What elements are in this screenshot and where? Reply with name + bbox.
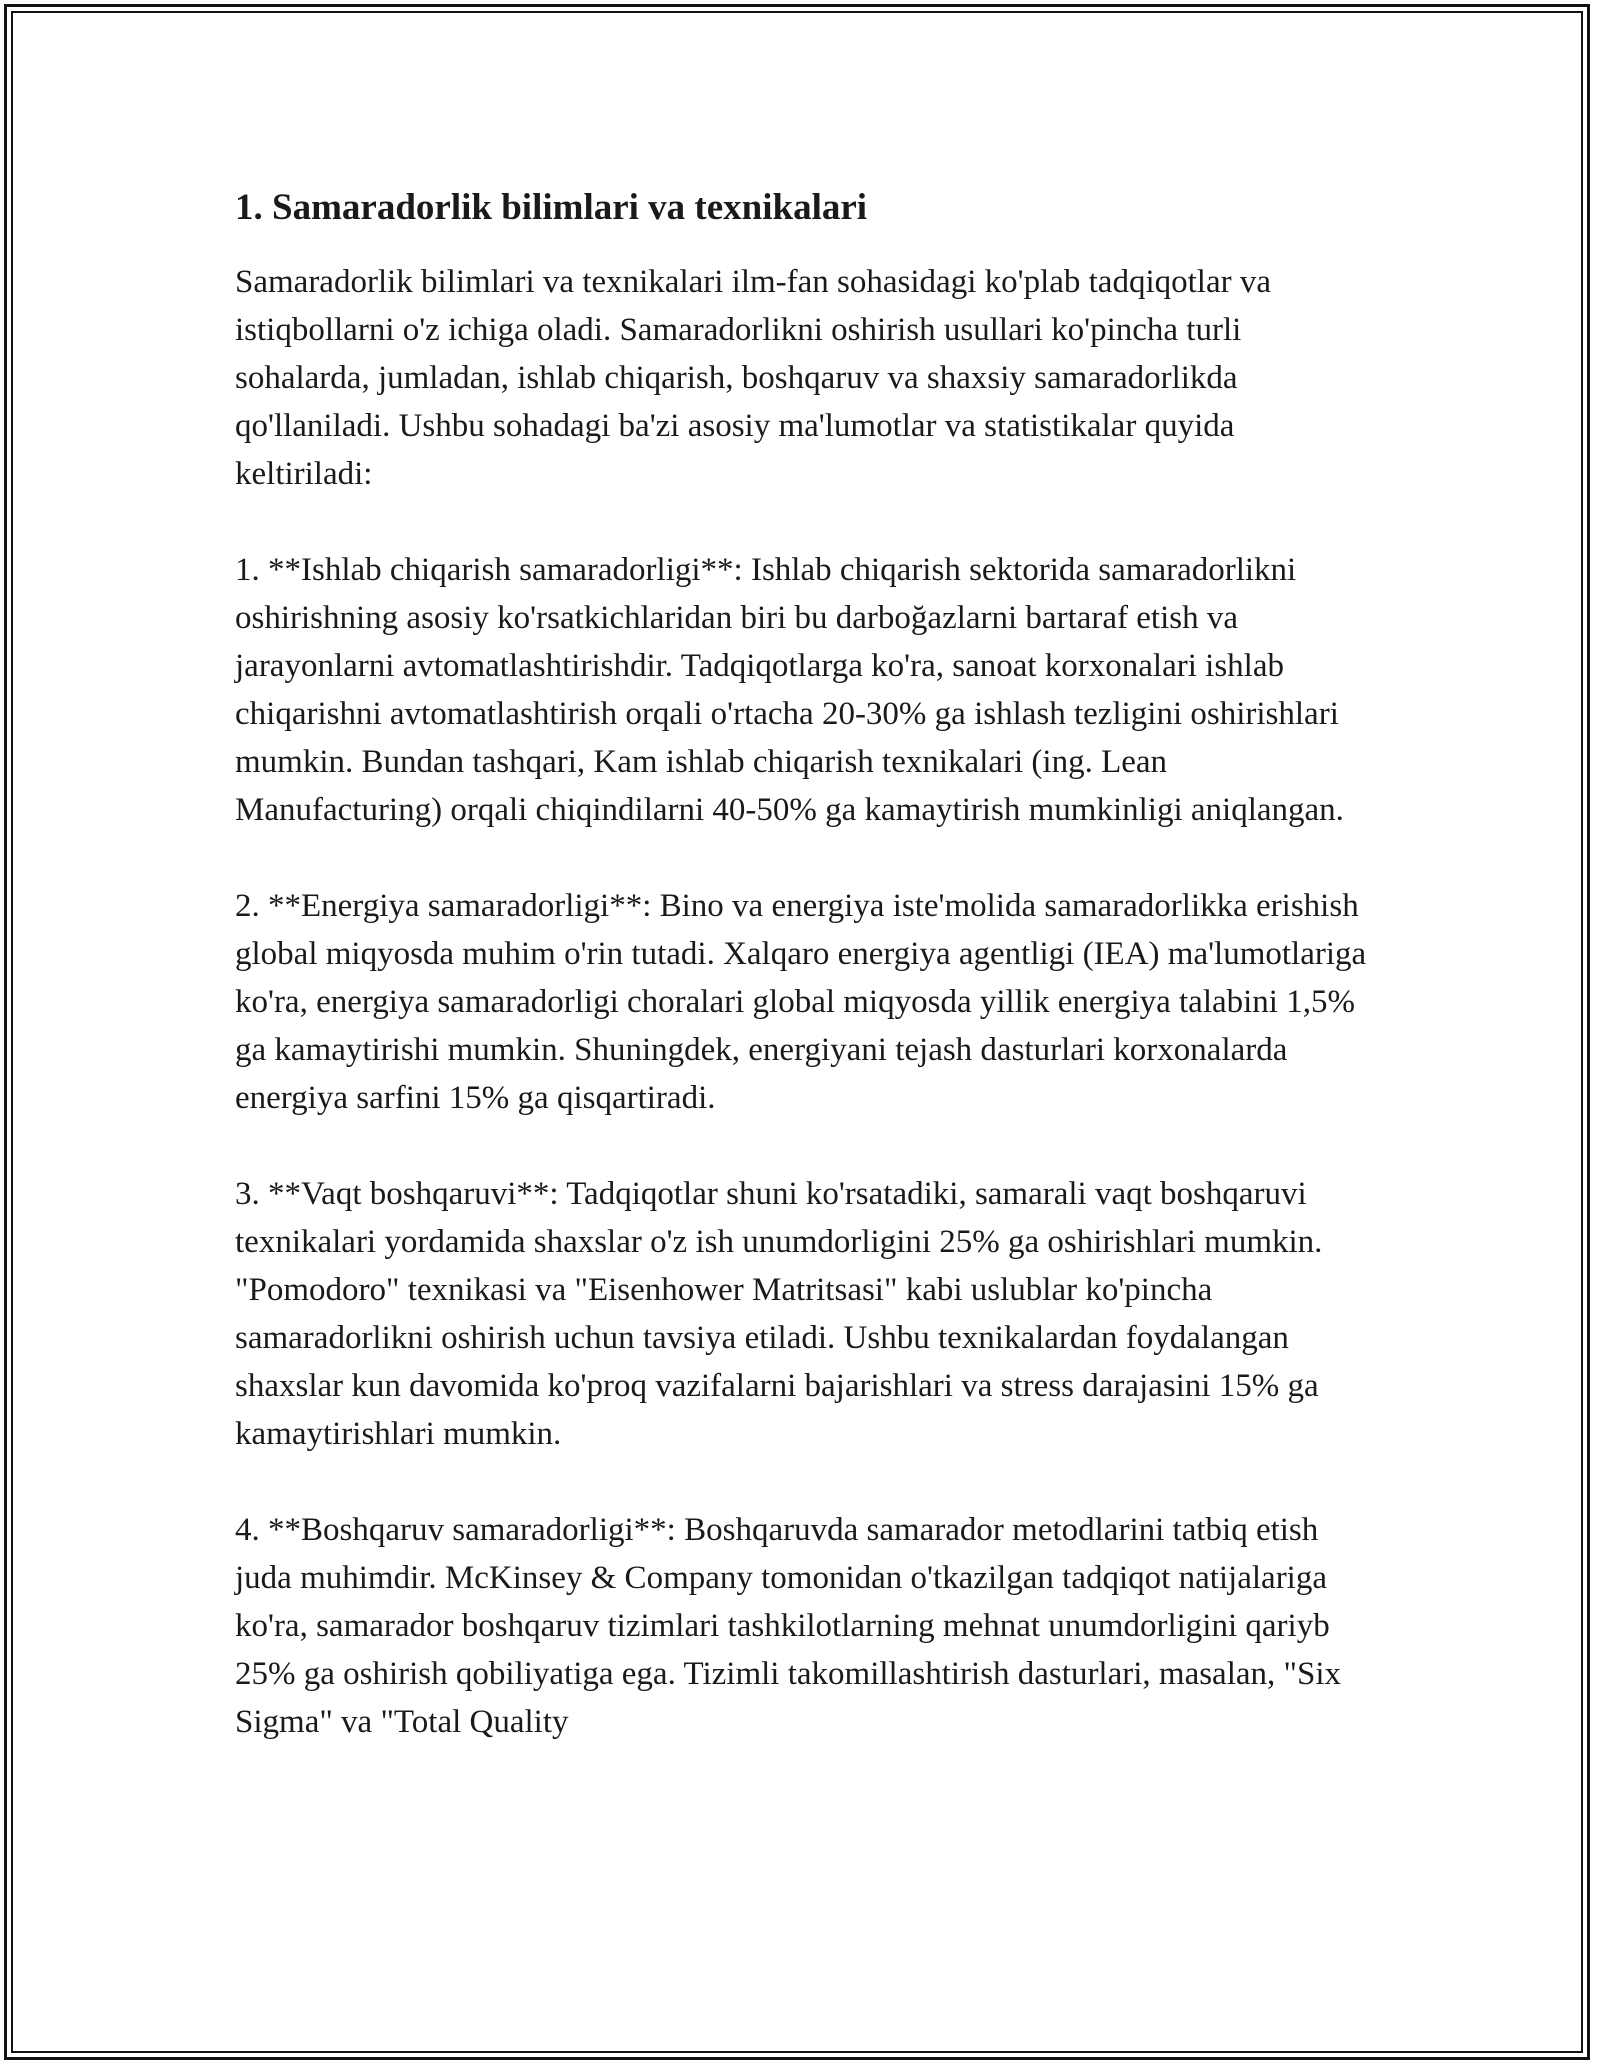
paragraph-production-efficiency: 1. **Ishlab chiqarish samaradorligi**: Ishlab chiqarish sektorida samaradorlikni oshirishning asosiy ko'rsatkichlaridan biri bu darboğazlarni bartaraf etish va jarayonlarni avtomatlashtirishdir. Tadqiqotlarga ko'ra, sanoat korxonalari ishlab chiqarishni avtomatlashtirish orqali o'rtacha 20-30% ga ishlash tezligini oshirishlari mumkin. Bundan tashqari, Kam ishlab chiqarish texnikalari (ing. Lean Manufacturing) orqali chiqindilarni 40-50% ga kamaytirish mumkinligi aniqlangan. (235, 552, 1344, 828)
section-heading: 1. Samaradorlik bilimlari va texnikalari (235, 187, 868, 228)
paragraph-management-efficiency: 4. **Boshqaruv samaradorligi**: Boshqaruvda samarador metodlarini tatbiq etish juda muhimdir. McKinsey & Company tomonidan o'tkazilgan tadqiqot natijalariga ko'ra, samarador boshqaruv tizimlari tashkilotlarning mehnat unumdorligini qariyb 25% ga oshirish qobiliyatiga ega. Tizimli takomillashtirish dasturlari, masalan, "Six Sigma" va "Total Quality (235, 1512, 1342, 1740)
paragraph-energy-efficiency: 2. **Energiya samaradorligi**: Bino va energiya iste'molida samaradorlikka erishish global miqyosda muhim o'rin tutadi. Xalqaro energiya agentligi (IEA) ma'lumotlariga ko'ra, energiya samaradorligi choralari global miqyosda yillik energiya talabini 1,5% ga kamaytirishi mumkin. Shuningdek, energiyani tejash dasturlari korxonalarda energiya sarfini 15% ga qisqartiradi. (235, 888, 1367, 1116)
paragraph-time-management: 3. **Vaqt boshqaruvi**: Tadqiqotlar shuni ko'rsatadiki, samarali vaqt boshqaruvi texnikalari yordamida shaxslar o'z ish unumdorligini 25% ga oshirishlari mumkin. "Pomodoro" texnikasi va "Eisenhower Matritsasi" kabi uslublar ko'pincha samaradorlikni oshirish uchun tavsiya etiladi. Ushbu texnikalardan foydalangan shaxslar kun davomida ko'proq vazifalarni bajarishlari va stress darajasini 15% ga kamaytirishlari mumkin. (235, 1176, 1323, 1452)
intro-paragraph: Samaradorlik bilimlari va texnikalari ilm-fan sohasidagi ko'plab tadqiqotlar va istiqbollarni o'z ichiga oladi. Samaradorlikni oshirish usullari ko'pincha turli sohalarda, jumladan, ishlab chiqarish, boshqaruv va shaxsiy samaradorlikda qo'llaniladi. Ushbu sohadagi ba'zi asosiy ma'lumotlar va statistikalar quyida keltiriladi: (235, 264, 1271, 492)
document-body (235, 186, 1375, 1794)
